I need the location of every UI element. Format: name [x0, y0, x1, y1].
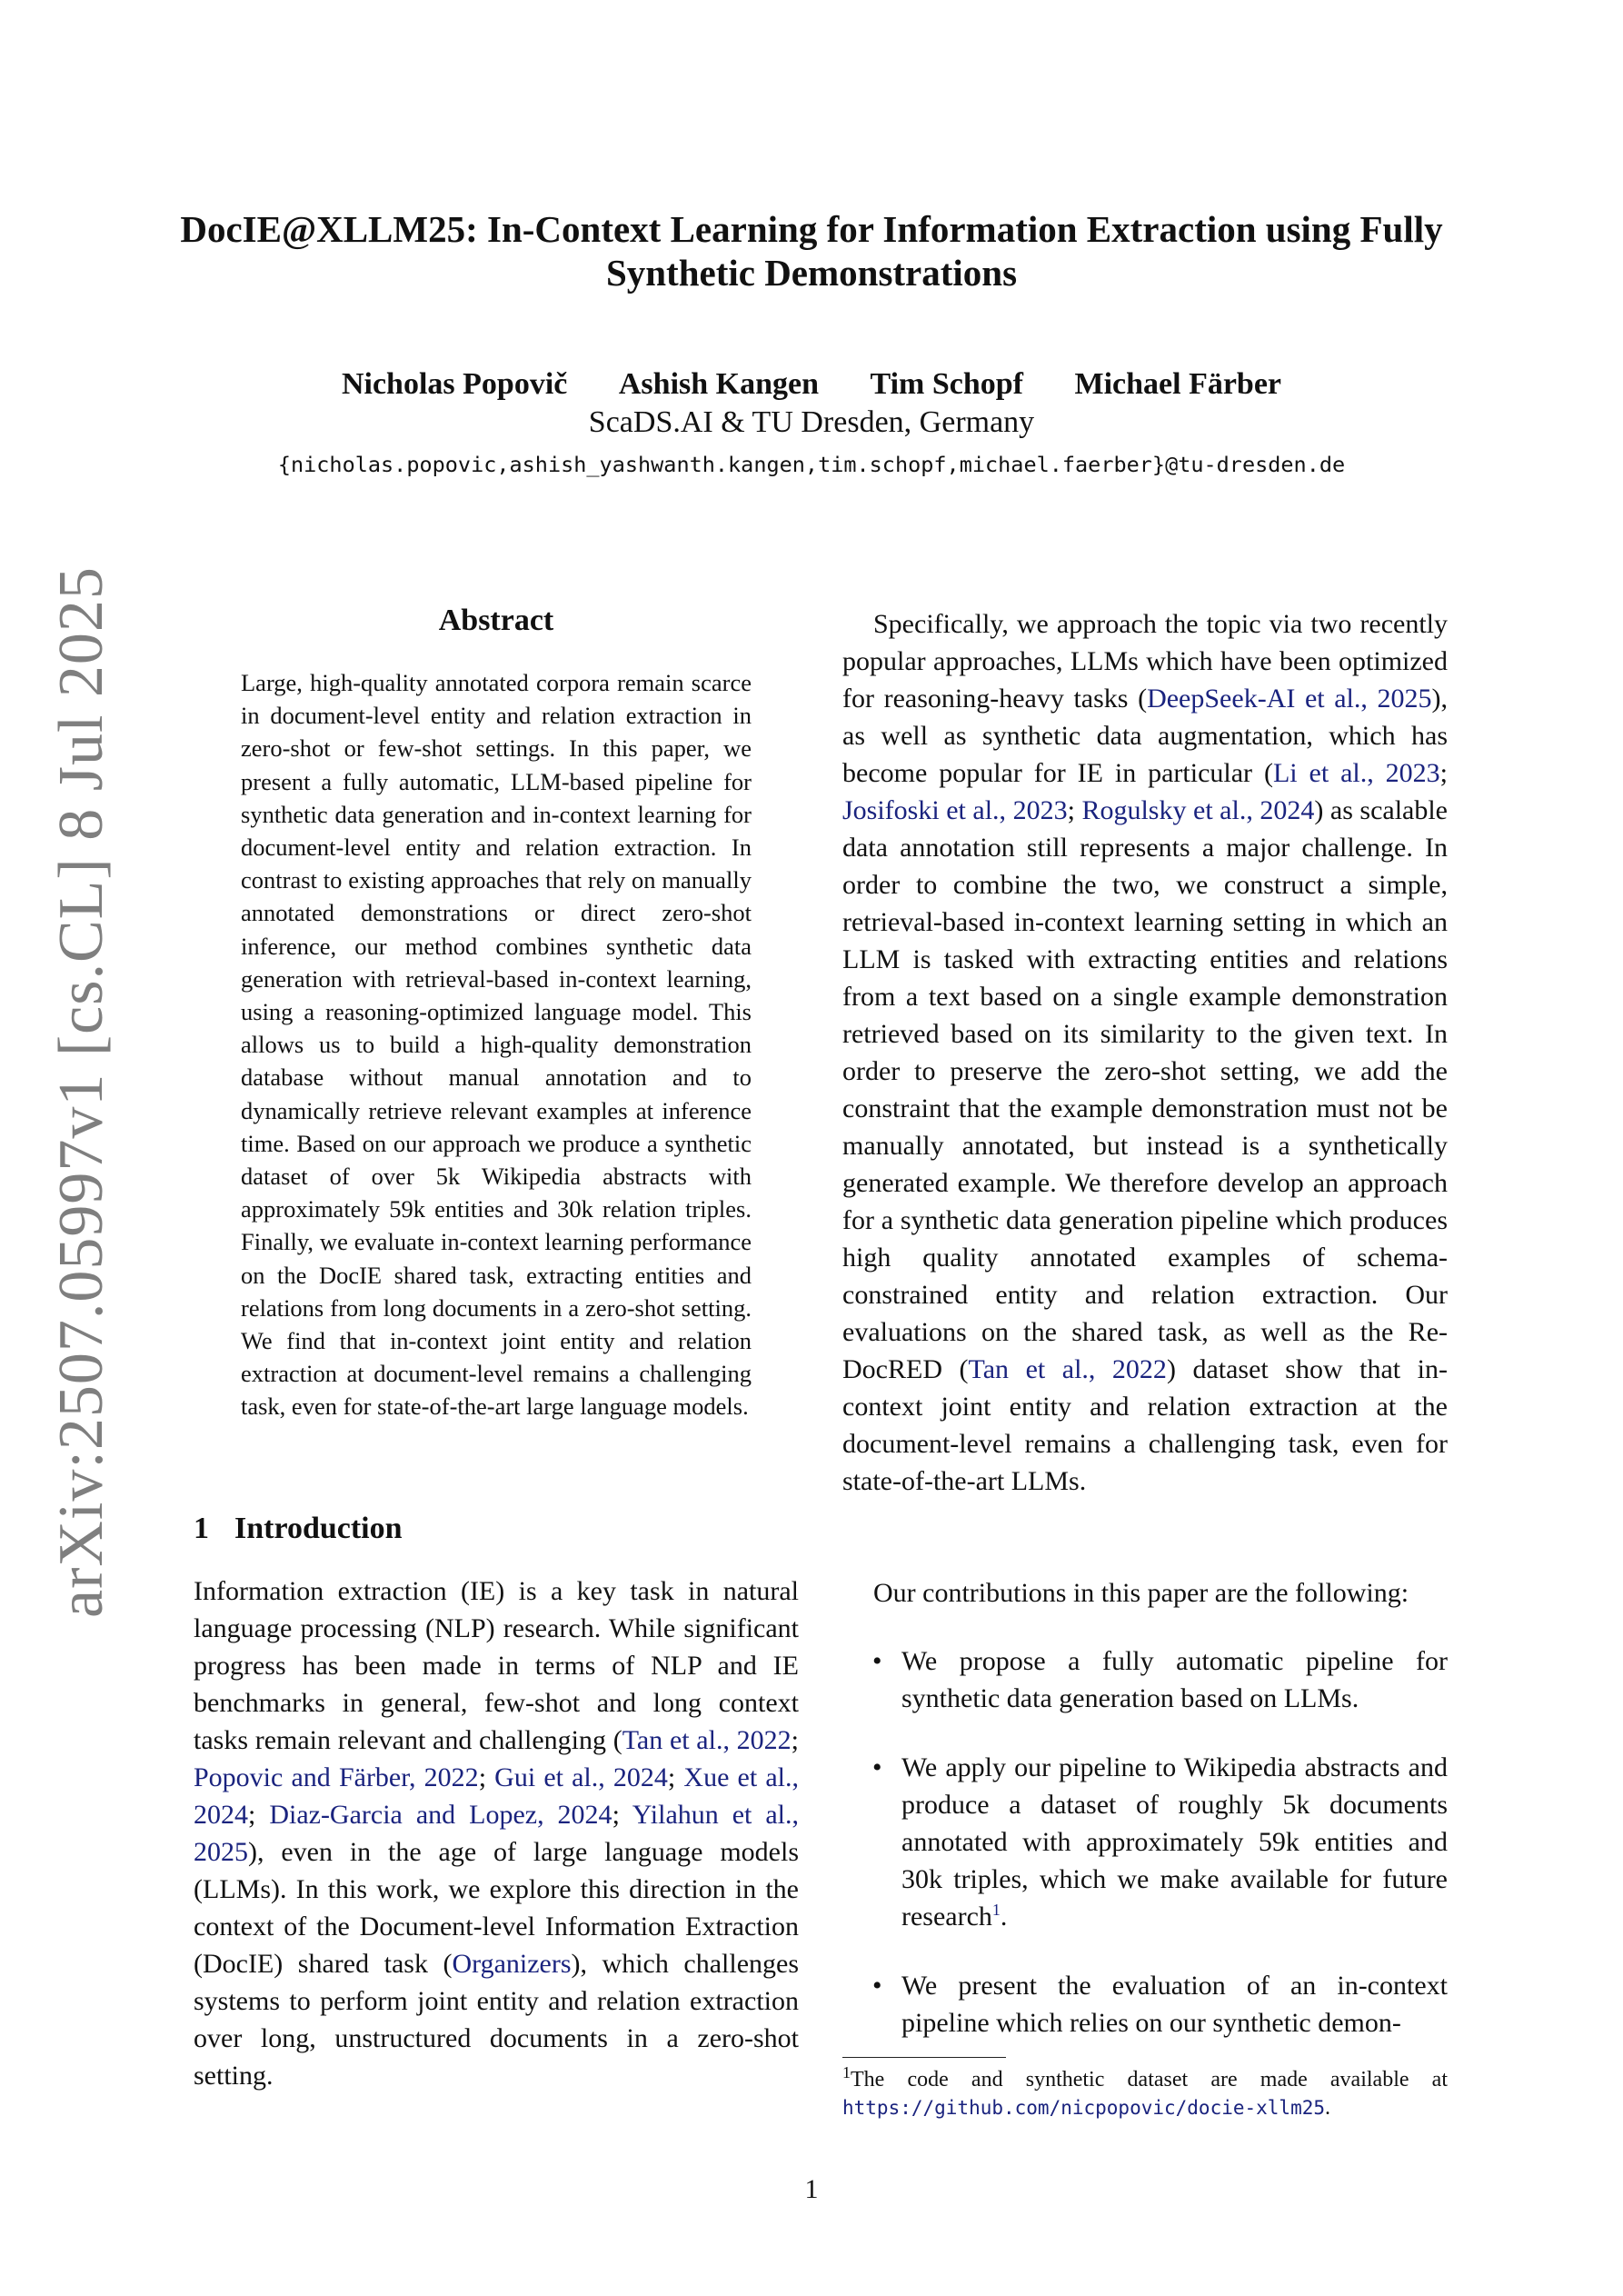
citation-link[interactable]: Tan et al., 2022 [968, 1354, 1167, 1384]
author-name: Nicholas Popovič [341, 367, 568, 401]
citation-link[interactable]: Josifoski et al., 2023 [842, 795, 1068, 825]
author-name: Michael Färber [1074, 367, 1282, 401]
list-item: • We apply our pipeline to Wikipedia abstracts and produce a dataset of roughly 5k documents annotated with approximately 59k entities and 30k triples, which we make available for future research$^1$. [872, 1749, 1448, 1935]
list-item: • We present the evaluation of an in-context pipeline which relies on our synthetic demon- [872, 1967, 1448, 2041]
paper-title: DocIE@XLLM25: In-Context Learning for Information Extraction using Fully Synthetic Demonstrations [180, 208, 1443, 294]
introduction-paragraph: Information extraction (IE) is a key task in natural language processing (NLP) research. While significant progress has been made in terms of NLP and IE benchmarks in general, few-shot and long context tasks remain relevant and challenging (Tan et al., 2022; Popovic and Färber, 2022; Gui et al., 2024; Xue et al., 2024; Diaz-Garcia and Lopez, 2024; Yilahun et al., 2025), even in the age of large language models (LLMs). In this work, we explore this direction in the context of the Document-level Information Extraction (DocIE) shared task (Organizers), which challenges systems to perform joint entity and relation extraction over long, unstructured documents in a zero-shot setting. [194, 1576, 799, 2091]
author-name: Ashish Kangen [618, 367, 820, 401]
author-emails: {nicholas.popovic,ashish_yashwanth.kangen,tim.schopf,michael.faerber}@tu-dresden.de [277, 452, 1346, 477]
abstract-heading: Abstract [438, 604, 554, 637]
author-list [0, 367, 1623, 402]
arxiv-identifier-stamp: arXiv:2507.05997v1 [cs.CL] 8 Jul 2025 [46, 566, 116, 1618]
author-name: Tim Schopf [870, 367, 1023, 401]
section-heading-introduction [194, 1512, 403, 1546]
citation-link[interactable]: Diaz-Garcia and Lopez, 2024 [269, 1800, 612, 1830]
contributions-intro: Our contributions in this paper are the following: [873, 1578, 1409, 1608]
footnote-marker-link[interactable]: 1 [991, 1901, 1001, 1919]
citation-link[interactable]: Organizers [452, 1949, 572, 1979]
contributions-list [872, 1642, 1448, 2073]
page-number: 1 [804, 2174, 819, 2204]
citation-link[interactable]: Li et al., 2023 [1272, 758, 1440, 788]
list-item: • We propose a fully automatic pipeline for synthetic data generation based on LLMs. [872, 1642, 1448, 1717]
citation-link[interactable]: Yilahun et al., 2025 [194, 1800, 799, 1867]
bullet-icon: • [872, 1752, 882, 1782]
bullet-icon: • [872, 1646, 882, 1676]
citation-link[interactable]: Rogulsky et al., 2024 [1081, 795, 1315, 825]
citation-link[interactable]: Tan et al., 2022 [622, 1725, 792, 1755]
affiliation: ScaDS.AI & TU Dresden, Germany [588, 405, 1035, 439]
body-paragraph: Specifically, we approach the topic via two recently popular approaches, LLMs which have been optimized for reasoning-heavy tasks (DeepSeek-AI et al., 2025), as well as synthetic data augmentation, which has become popular for IE in particular (Li et al., 2023; Josifoski et al., 2023; Rogulsky et al., 2024) as scalable data annotation still represents a major challenge. In order to combine the two, we construct a simple, retrieval-based in-context learning setting in which an LLM is tasked with extracting entities and relations from a text based on a single example demonstration retrieved based on its similarity to the given text. In order to preserve the zero-shot setting, we add the constraint that the example demonstration must not be manually annotated, but instead is a synthetically generated example. We therefore develop an approach for a synthetic data generation pipeline which produces high quality annotated examples of schema-constrained entity and relation extraction. Our evaluations on the shared task, as well as the Re-DocRED (Tan et al., 2022) dataset show that in-context joint entity and relation extraction at the document-level remains a challenging task, even for state-of-the-art LLMs. [842, 609, 1448, 1496]
repository-url-link[interactable]: https://github.com/nicpopovic/docie-xllm25 [842, 2097, 1326, 2119]
citation-link[interactable]: Popovic and Färber, 2022 [194, 1762, 479, 1792]
citation-link[interactable]: Gui et al., 2024 [494, 1762, 668, 1792]
citation-link[interactable]: Xue et al., 2024 [194, 1762, 799, 1830]
footnote: $^1$The code and synthetic dataset are made available at https://github.com/nicpopovic/docie-xllm25. [842, 2063, 1448, 2120]
footnote-divider [842, 2057, 1006, 2058]
section-number: 1 [194, 1512, 209, 1545]
abstract-body: Large, high-quality annotated corpora remain scarce in document-level entity and relation extraction in zero-shot or few-shot settings. In this paper, we present a fully automatic, LLM-based pipeline for synthetic data generation and in-context learning for document-level entity and relation extraction. In contrast to existing approaches that rely on manually annotated demonstrations or direct zero-shot inference, our method combines synthetic data generation with retrieval-based in-context learning, using a reasoning-optimized language model. This allows us to build a high-quality demonstration database without manual annotation and to dynamically retrieve relevant examples at inference time. Based on our approach we produce a synthetic dataset of over 5k Wikipedia abstracts with approximately 59k entities and 30k relation triples. Finally, we evaluate in-context learning performance on the DocIE shared task, extracting entities and relations from long documents in a zero-shot setting. We find that in-context joint entity and relation extraction at document-level remains a challenging task, even for state-of-the-art large language models. [241, 669, 752, 1421]
bullet-icon: • [872, 1971, 882, 2001]
section-title: Introduction [234, 1512, 403, 1545]
footnote-number: 1 [842, 2063, 851, 2081]
citation-link[interactable]: DeepSeek-AI et al., 2025 [1147, 684, 1432, 714]
